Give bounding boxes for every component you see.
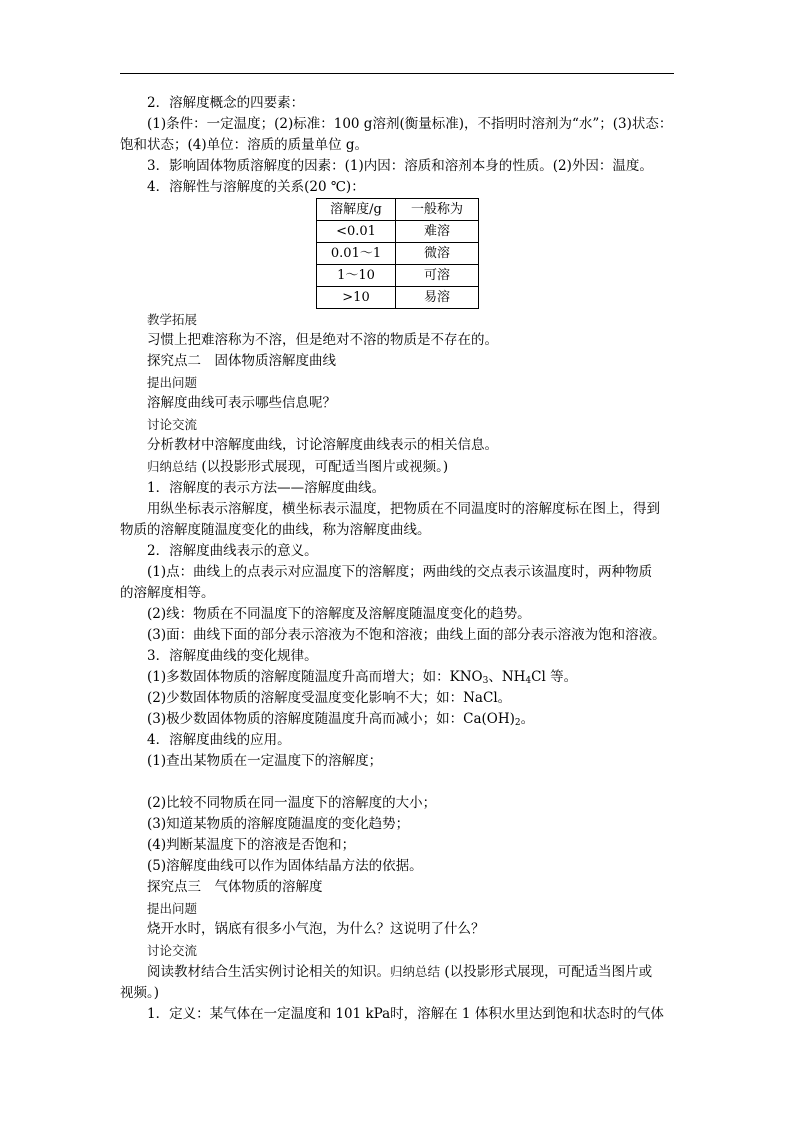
inline-text: 。 [520,711,535,727]
section-label: 归纳总结 [390,964,441,979]
subscript: 2 [514,718,521,728]
text-line: 溶解度曲线可表示哪些信息呢？ [147,395,336,411]
text-line: 3．影响固体物质溶解度的因素：(1)内因：溶质和溶剂本身的性质。(2)外因：温度。 [147,158,653,174]
table-cell: 0.01～1 [317,243,396,265]
inline-text: (1)多数固体物质的溶解度随温度升高而增大；如：KNO [147,669,483,685]
text-line: 物质的溶解度随温度变化的曲线，称为溶解度曲线。 [120,522,431,538]
text-line: (2)少数固体物质的溶解度受温度变化影响不大；如：NaCl。 [147,690,512,706]
text-line: 4．溶解性与溶解度的关系(20 ℃)： [147,179,365,195]
document-body [120,93,674,1025]
table-cell: >10 [317,287,396,309]
text-line: 习惯上把难溶称为不溶，但是绝对不溶的物质是不存在的。 [147,332,498,348]
text-line: (2)线：物质在不同温度下的溶解度及溶解度随温度变化的趋势。 [147,606,531,622]
table-row [317,265,479,287]
section-label: 提出问题 [147,375,198,390]
text-line: (3)面：曲线下面的部分表示溶液为不饱和溶液；曲线上面的部分表示溶液为饱和溶液。 [147,627,666,643]
text-line [120,709,674,730]
text-line: 3．溶解度曲线的变化规律。 [147,648,318,664]
table-cell: <0.01 [317,221,396,243]
table-cell: 可溶 [396,265,479,287]
section-label: 归纳总结 [147,459,198,474]
table-cell: 难溶 [396,221,479,243]
section-label: 提出问题 [147,901,198,916]
text-line: 2．溶解度曲线表示的意义。 [147,543,318,559]
table-cell: 微溶 [396,243,479,265]
text-line: 烧开水时，锅底有很多小气泡，为什么？这说明了什么？ [147,921,485,937]
text-line [120,667,674,688]
text-line: 4．溶解度曲线的应用。 [147,732,291,748]
text-line: 分析教材中溶解度曲线，讨论溶解度曲线表示的相关信息。 [147,437,498,453]
text-line: (3)知道某物质的溶解度随温度的变化趋势； [147,816,410,832]
text-line: 2．溶解度概念的四要素： [147,95,305,111]
text-line: 用纵坐标表示溶解度，横坐标表示温度，把物质在不同温度时的溶解度标在图上，得到 [147,501,660,517]
text-line: (1)条件：一定温度；(2)标准：100 g溶剂(衡量标准)，不指明时溶剂为“水”；(3)状态： [147,116,673,132]
table-header-cell: 溶解度/g [317,199,396,221]
inline-text: Cl 等。 [531,669,578,685]
blank-line [120,772,674,793]
text-line: 1．定义：某气体在一定温度和 101 kPa时，溶解在 1 体积水里达到饱和状态时的气体 [147,1006,664,1022]
table-header-row [317,199,479,221]
table-row [317,221,479,243]
text-line [120,456,674,478]
inline-text: 、NH [488,669,526,685]
section-heading: 探究点二 固体物质溶解度曲线 [147,353,336,369]
text-line: 的溶解度相等。 [120,585,215,601]
text-line: (4)判断某温度下的溶液是否饱和； [147,837,356,853]
section-label: 教学拓展 [147,312,198,327]
text-line: (2)比较不同物质在同一温度下的溶解度的大小； [147,795,437,811]
table-cell: 1～10 [317,265,396,287]
section-heading: 探究点三 气体物质的溶解度 [147,879,323,895]
table-cell: 易溶 [396,287,479,309]
header-rule [120,73,674,74]
text-line: (5)溶解度曲线可以作为固体结晶方法的依据。 [147,858,423,874]
section-label: 讨论交流 [147,943,198,958]
text-line: (1)点：曲线上的点表示对应温度下的溶解度；两曲线的交点表示该温度时，两种物质 [147,564,653,580]
solubility-table [316,198,479,309]
subscript: 3 [482,676,489,686]
inline-text: (以投影形式展现，可配适当图片或 [444,964,653,980]
table-row [317,287,479,309]
table-header-cell: 一般称为 [396,199,479,221]
text-line: 视频。) [120,985,160,1001]
text-line [120,961,674,983]
subscript: 4 [525,676,532,686]
inline-text: 阅读教材结合生活实例讨论相关的知识。 [147,964,390,980]
text-line: 1．溶解度的表示方法——溶解度曲线。 [147,480,386,496]
inline-text: (以投影形式展现，可配适当图片或视频。) [201,459,449,475]
table-row [317,243,479,265]
text-line: 饱和状态；(4)单位：溶质的质量单位 g。 [120,137,369,153]
text-line: (1)查出某物质在一定温度下的溶解度； [147,753,383,769]
inline-text: (3)极少数固体物质的溶解度随温度升高而减小；如：Ca(OH) [147,711,515,727]
section-label: 讨论交流 [147,417,198,432]
